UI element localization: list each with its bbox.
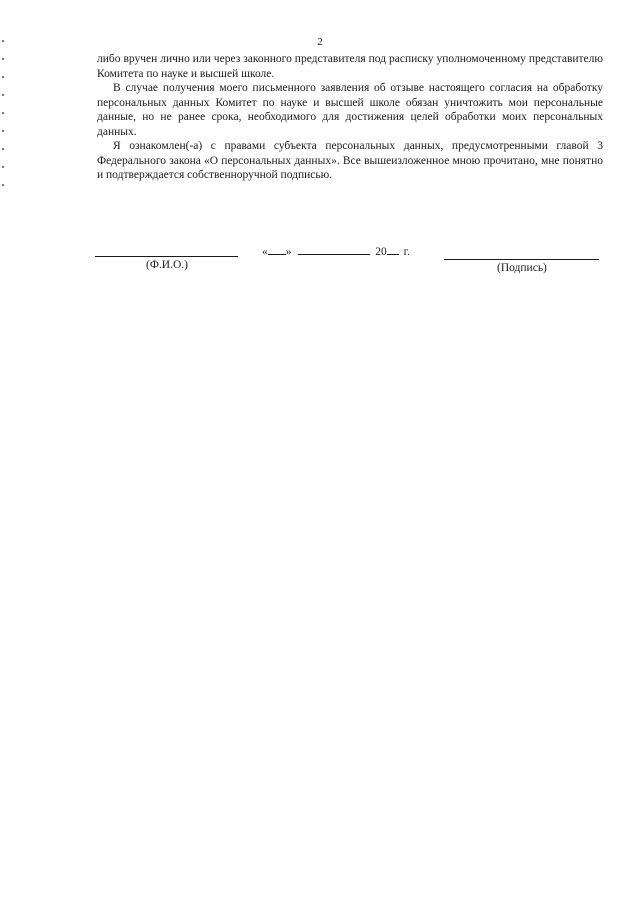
date-field xyxy=(262,244,410,258)
fio-label: (Ф.И.О.) xyxy=(146,259,188,271)
paragraph-continuation: либо вручен лично или через законного представителя под расписку уполномоченному представителю Комитета по науке и высшей школе. xyxy=(97,53,603,80)
month-blank xyxy=(298,244,370,255)
signature-label: (Подпись) xyxy=(497,262,547,274)
date-close-quote: » xyxy=(285,246,292,258)
page-number: 2 xyxy=(317,36,323,48)
scan-edge-marks xyxy=(2,40,6,202)
date-open-quote: « xyxy=(262,246,268,258)
paragraph-withdrawal: В случае получения моего письменного заявления об отзыве настоящего согласия на обработку персональных данных Комитет по науке и высшей школе обязан уничтожить мои персональные данные, но не ранее срока, необходимого для достижения целей обработки моих персональных данных. xyxy=(97,82,603,138)
year-suffix: г. xyxy=(403,246,410,258)
fio-line xyxy=(95,256,238,257)
day-blank xyxy=(268,244,286,255)
year-prefix: 20 xyxy=(375,246,387,258)
year-blank xyxy=(387,244,399,255)
document-body xyxy=(97,52,603,183)
signature-line xyxy=(444,259,599,260)
paragraph-acknowledgement: Я ознакомлен(-а) с правами субъекта персональных данных, предусмотренными главой 3 Федерального закона «О персональных данных». Все вышеизложенное мною прочитано, мне понятно и подтверждается собственноручной подписью. xyxy=(97,140,603,181)
